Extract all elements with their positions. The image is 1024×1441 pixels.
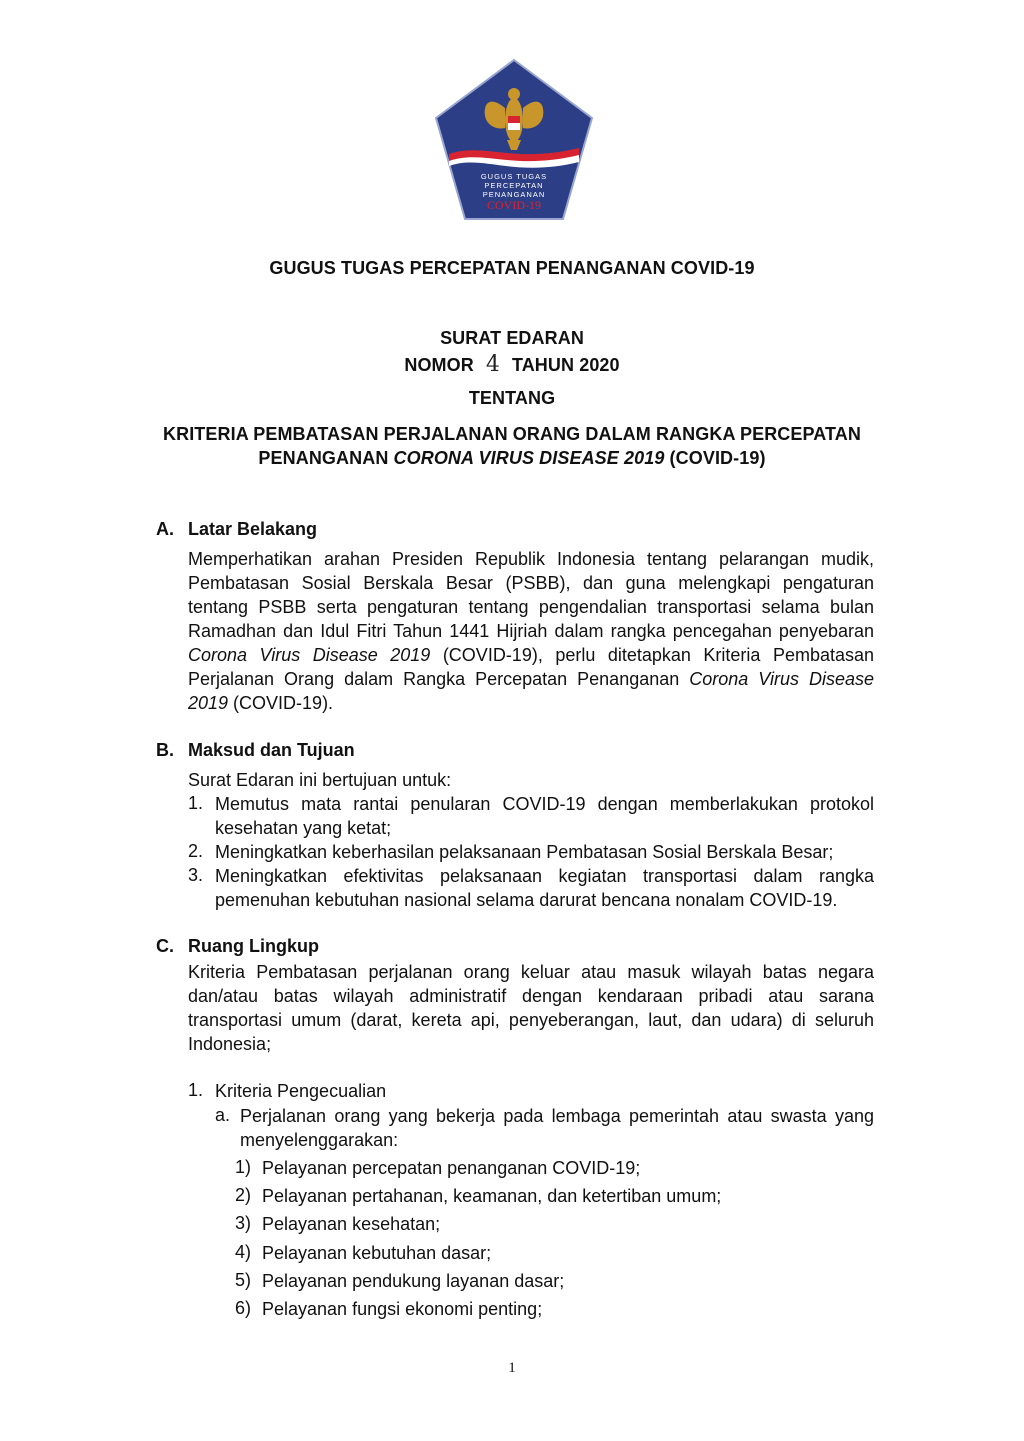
nomor-label: NOMOR <box>404 355 474 375</box>
organization-name: GUGUS TUGAS PERCEPATAN PENANGANAN COVID-19 <box>269 258 755 278</box>
section-c-title: Ruang Lingkup <box>188 936 319 956</box>
logo-text-line3: PENANGANAN <box>482 190 546 199</box>
section-b-item-2-number: 2. <box>188 841 204 861</box>
section-c-sub1-number: 1. <box>188 1080 204 1100</box>
title-line-2-suffix: (COVID-19) <box>664 448 766 468</box>
title-line-2 <box>0 448 1024 469</box>
section-c-sub1-title: Kriteria Pengecualian <box>215 1081 387 1101</box>
title-line-2-prefix: PENANGANAN <box>258 448 394 468</box>
section-a-text-3: (COVID-19). <box>228 693 334 713</box>
service-list-item-1: Pelayanan percepatan penanganan COVID-19; <box>262 1158 641 1178</box>
section-c-sub1a-letter: a. <box>215 1105 231 1125</box>
section-b-item-3: Meningkatkan efektivitas pelaksanaan kegiatan transportasi dalam rangka pemenuhan kebutuhan nasional selama darurat bencana nonalam COVID-19. <box>215 866 874 910</box>
title-line-1: KRITERIA PEMBATASAN PERJALANAN ORANG DALAM RANGKA PERCEPATAN <box>163 424 861 444</box>
section-c-letter: C. <box>156 936 174 956</box>
logo-emblem-icon <box>433 58 595 222</box>
section-a-title: Latar Belakang <box>188 519 318 539</box>
section-b-item-3-number: 3. <box>188 865 204 885</box>
tentang-label: TENTANG <box>468 388 556 408</box>
service-list-item-3: Pelayanan kesehatan; <box>262 1214 441 1234</box>
section-a-italic-2: Corona Virus Disease 2019 <box>188 669 874 713</box>
logo-text-line1: GUGUS TUGAS <box>480 172 548 181</box>
section-c-paragraph: Kriteria Pembatasan perjalanan orang keluar atau masuk wilayah batas negara dan/atau batas wilayah administratif dengan kendaraan pribadi atau sarana transportasi umum (darat, kereta api, penyeberangan, laut, dan udara) di seluruh Indonesia; <box>188 962 874 1054</box>
service-list-item-4: Pelayanan kebutuhan dasar; <box>262 1243 492 1263</box>
section-b-item-1: Memutus mata rantai penularan COVID-19 dengan memberlakukan protokol kesehatan yang ketat; <box>215 794 874 838</box>
service-list-item-4-number: 4) <box>235 1242 252 1262</box>
title-line-2-italic: CORONA VIRUS DISEASE 2019 <box>393 448 665 468</box>
document-number-line <box>0 352 1024 377</box>
covid-task-force-logo <box>433 58 595 222</box>
service-list-item-2: Pelayanan pertahanan, keamanan, dan ketertiban umum; <box>262 1186 722 1206</box>
section-b-item-2: Meningkatkan keberhasilan pelaksanaan Pembatasan Sosial Berskala Besar; <box>215 842 834 862</box>
section-b-item-1-number: 1. <box>188 793 204 813</box>
service-list-item-6-number: 6) <box>235 1298 252 1318</box>
document-type: SURAT EDARAN <box>440 328 584 348</box>
section-b-letter: B. <box>156 740 174 760</box>
service-list-item-1-number: 1) <box>235 1157 252 1177</box>
service-list-item-3-number: 3) <box>235 1213 252 1233</box>
tahun-label: TAHUN 2020 <box>511 355 620 375</box>
section-b-intro: Surat Edaran ini bertujuan untuk: <box>188 770 452 790</box>
logo-text-line2: PERCEPATAN <box>484 181 544 190</box>
service-list-item-2-number: 2) <box>235 1185 252 1205</box>
nomor-handwritten-value: 4 <box>485 352 500 377</box>
section-a-text-1: Memperhatikan arahan Presiden Republik Indonesia tentang pelarangan mudik, Pembatasan Sosial Berskala Besar (PSBB), dan guna melengkapi pengaturan tentang PSBB serta pengaturan tentang pengendalian transportasi selama bulan Ramadhan dan Idul Fitri Tahun 1441 Hijriah dalam rangka pencegahan penyebaran <box>188 549 874 641</box>
service-list-item-5: Pelayanan pendukung layanan dasar; <box>262 1271 565 1291</box>
service-list-item-6: Pelayanan fungsi ekonomi penting; <box>262 1299 543 1319</box>
page-number: 1 <box>508 1360 516 1376</box>
section-c-sub1a-text: Perjalanan orang yang bekerja pada lembaga pemerintah atau swasta yang menyelenggarakan: <box>240 1106 874 1150</box>
section-a-italic-1: Corona Virus Disease 2019 <box>188 645 431 665</box>
section-b-title: Maksud dan Tujuan <box>188 740 355 760</box>
section-a-text-2: (COVID-19), perlu ditetapkan Kriteria Pembatasan Perjalanan Orang dalam Rangka Percepatan Penanganan <box>188 645 875 689</box>
section-a-letter: A. <box>156 519 174 539</box>
service-list-item-5-number: 5) <box>235 1270 252 1290</box>
logo-text-line4: COVID-19 <box>487 198 541 212</box>
section-a-paragraph <box>188 547 874 715</box>
